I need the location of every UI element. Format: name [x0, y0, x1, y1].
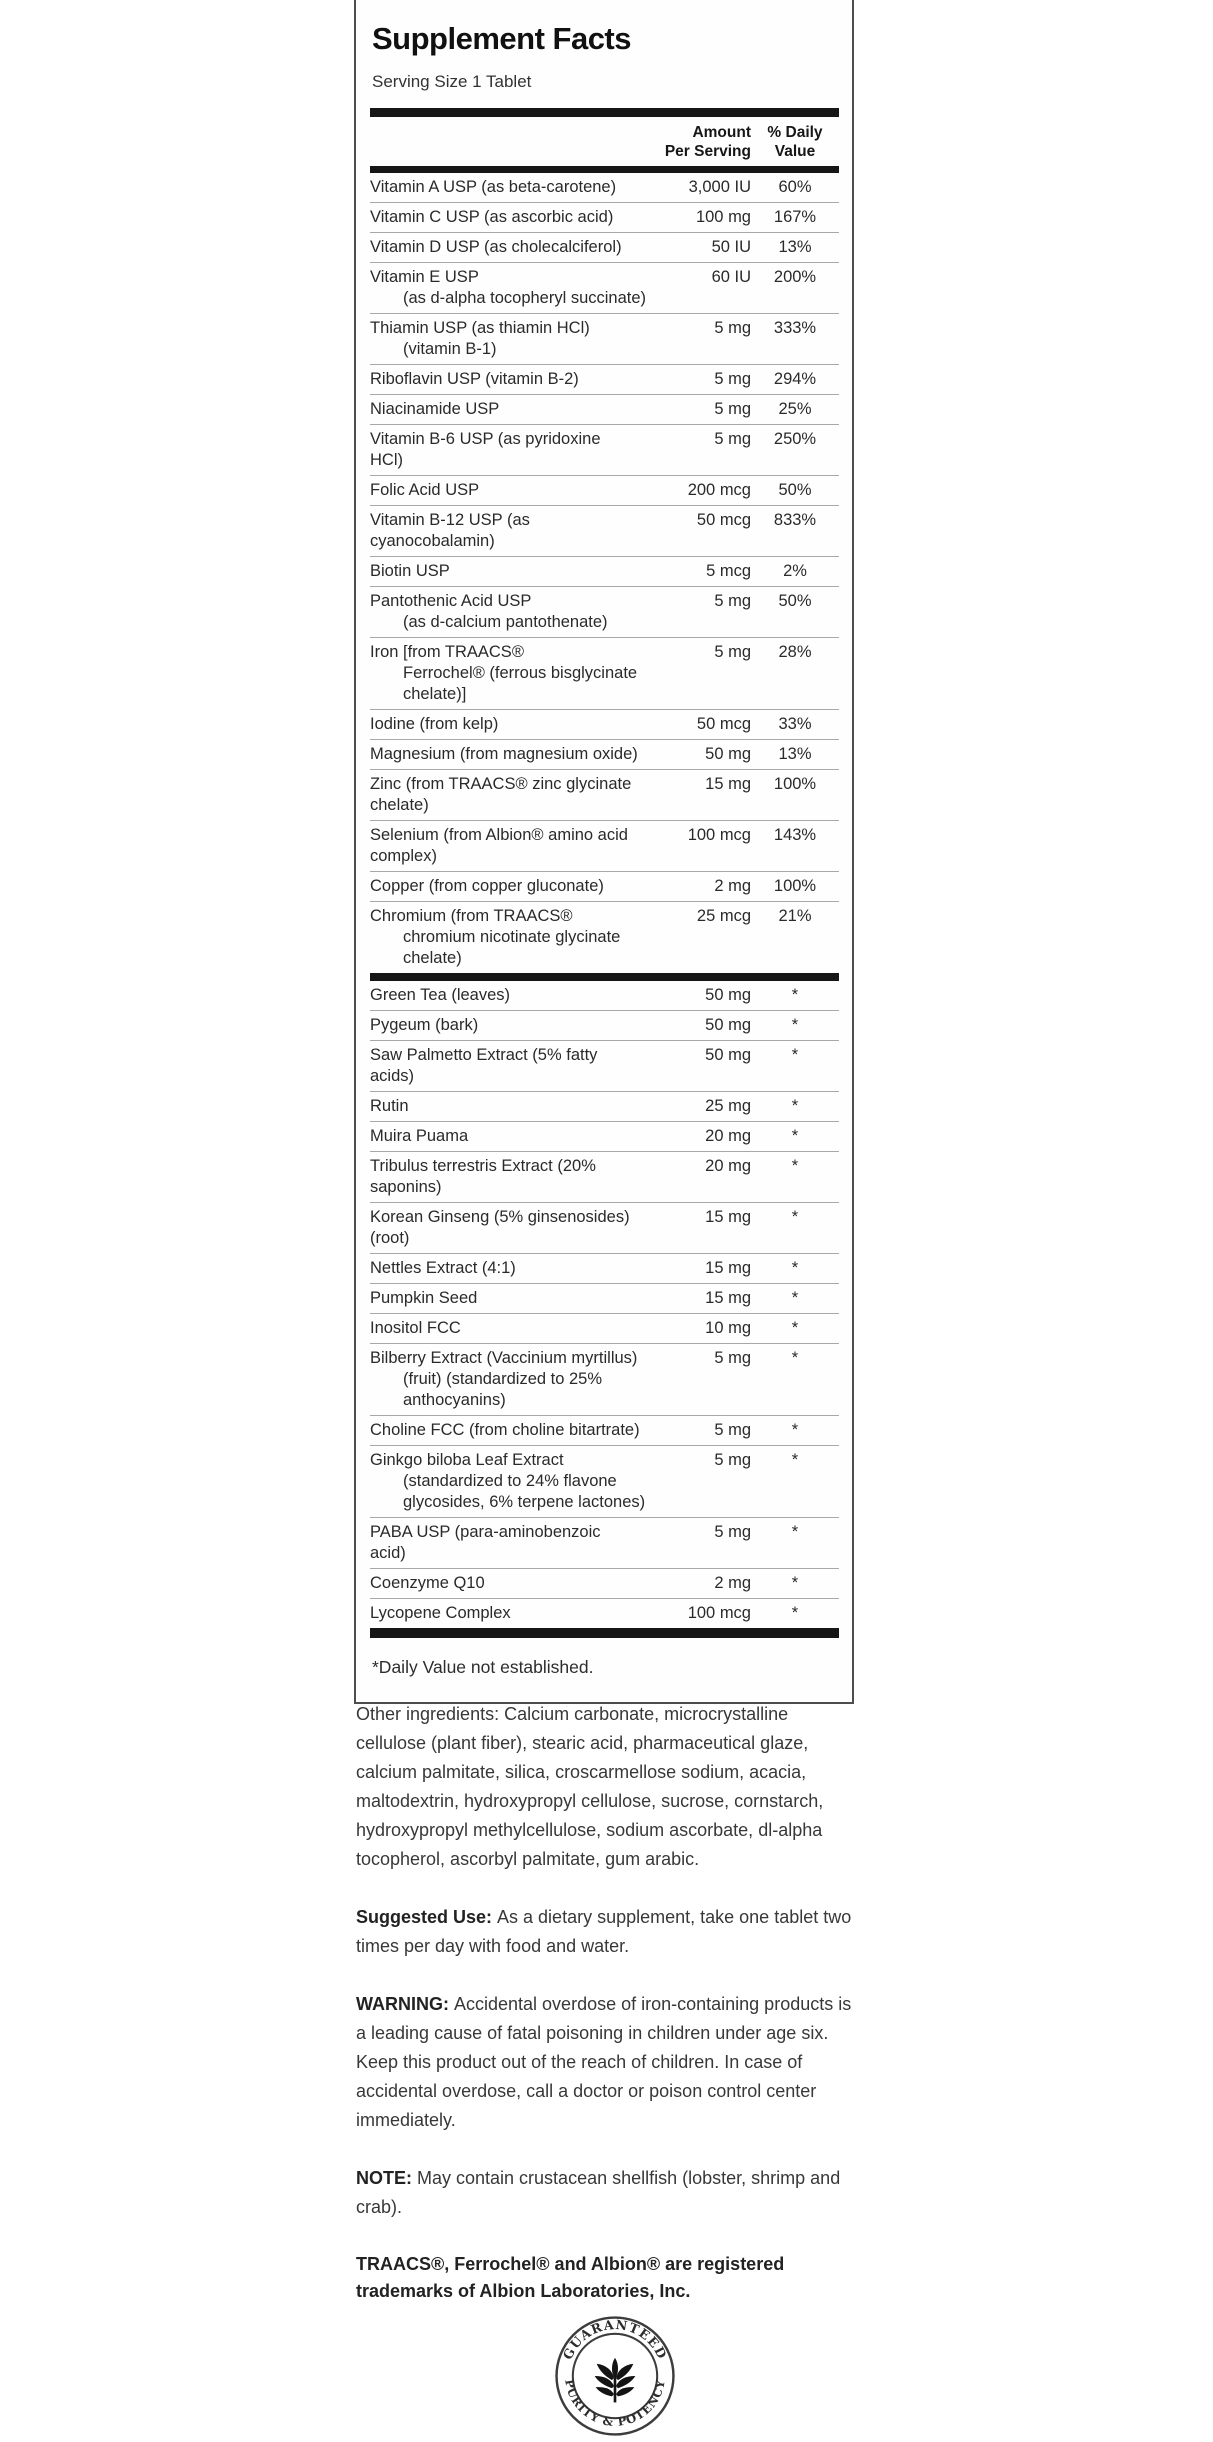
table-row [370, 1091, 839, 1121]
ingredient-name-line: Muira Puama [370, 1127, 469, 1145]
table-row [370, 262, 839, 313]
daily-value: * [791, 1604, 799, 1622]
ingredient-name [370, 510, 647, 552]
panel-title: Supplement Facts [372, 21, 631, 56]
ingredient-name [370, 876, 647, 897]
ingredient-name-line: Vitamin B-6 USP (as pyridoxine [370, 430, 601, 448]
ingredient-name [370, 399, 647, 420]
table-header [370, 117, 839, 166]
table-row [370, 173, 839, 202]
daily-value: 13% [778, 238, 812, 256]
amount-per-serving-value: 50 mcg [696, 511, 751, 529]
ingredient-name [370, 429, 647, 471]
daily-value: 28% [778, 643, 812, 661]
ingredient-name [370, 318, 647, 360]
ingredient-name-line: Ginkgo biloba Leaf Extract [370, 1451, 564, 1469]
amount-per-serving-value: 100 mcg [687, 1604, 751, 1622]
daily-value: 167% [773, 208, 817, 226]
ingredient-name-line: Nettles Extract (4:1) [370, 1259, 516, 1277]
amount-per-serving-value: 50 mg [705, 986, 751, 1004]
ingredient-name-line: Selenium (from Albion® amino acid [370, 826, 628, 844]
ingredient-name [370, 774, 647, 816]
ingredient-name [370, 906, 647, 969]
ingredient-name-line: Ferrochel® (ferrous bisglycinate [403, 664, 638, 682]
ingredient-name-line: Vitamin E USP [370, 268, 479, 286]
daily-value: 50% [778, 592, 812, 610]
ingredient-name [370, 480, 647, 501]
table-row [370, 1343, 839, 1415]
table-row [370, 1010, 839, 1040]
daily-value: 100% [773, 775, 817, 793]
ingredient-name-line: Pantothenic Acid USP [370, 592, 532, 610]
daily-value: * [791, 1046, 799, 1064]
amount-per-serving-value: 50 mg [705, 1046, 751, 1064]
amount-per-serving-value: 5 mg [714, 1421, 751, 1439]
seal-bottom-text: PURITY & POTENCY [562, 2378, 668, 2430]
ingredient-name-line: Thiamin USP (as thiamin HCl) [370, 319, 590, 337]
ingredient-name-line: Rutin [370, 1097, 409, 1115]
trademark-statement: TRAACS®, Ferrochel® and Albion® are registered trademarks of Albion Laboratories, Inc. [356, 2254, 785, 2301]
ingredient-name-line: Zinc (from TRAACS® zinc glycinate [370, 775, 632, 793]
daily-value: * [791, 1208, 799, 1226]
daily-value: 200% [773, 268, 817, 286]
table-row [370, 505, 839, 556]
table-row [370, 202, 839, 232]
daily-value: 50% [778, 481, 812, 499]
suggested-use-paragraph [356, 1903, 856, 1961]
ingredient-name-line: chelate)] [403, 685, 467, 703]
daily-value: * [791, 1421, 799, 1439]
dv-header-line1: % Daily [767, 124, 823, 141]
table-row [370, 313, 839, 364]
amount-per-serving-value: 20 mg [705, 1157, 751, 1175]
warning-lead: WARNING: [356, 1994, 449, 2014]
daily-value: 333% [773, 319, 817, 337]
ingredient-name-line: acid) [370, 1544, 406, 1562]
table-row [370, 364, 839, 394]
amount-per-serving-value: 20 mg [705, 1127, 751, 1145]
table-row [370, 232, 839, 262]
supplement-facts-panel [354, 0, 854, 1704]
table-row [370, 1040, 839, 1091]
daily-value: * [791, 1259, 799, 1277]
ingredient-name-line: chelate) [403, 949, 462, 967]
ingredient-name-line: Vitamin C USP (as ascorbic acid) [370, 208, 614, 226]
amount-header-line1: Amount [692, 124, 751, 141]
daily-value: * [791, 1127, 799, 1145]
table-row [370, 871, 839, 901]
ingredient-name [370, 1348, 647, 1411]
ingredient-name-line: glycosides, 6% terpene lactones) [403, 1493, 646, 1511]
ingredient-name-line: cyanocobalamin) [370, 532, 495, 550]
daily-value: 33% [778, 715, 812, 733]
table-row [370, 1517, 839, 1568]
ingredient-name [370, 1015, 647, 1036]
table-row [370, 637, 839, 709]
ingredient-name-line: Bilberry Extract (Vaccinium myrtillus) [370, 1349, 638, 1367]
suggested-use-lead: Suggested Use: [356, 1907, 493, 1927]
table-row [370, 1415, 839, 1445]
amount-per-serving-value: 25 mg [705, 1097, 751, 1115]
table-row [370, 394, 839, 424]
amount-per-serving-value: 25 mcg [696, 907, 751, 925]
ingredient-name-line: Copper (from copper gluconate) [370, 877, 604, 895]
daily-value: * [791, 1157, 799, 1175]
ingredient-name-line: Vitamin D USP (as cholecalciferol) [370, 238, 622, 256]
divider-bar-bottom [370, 1628, 839, 1638]
daily-value: * [791, 986, 799, 1004]
amount-per-serving-value: 5 mg [714, 1523, 751, 1541]
amount-per-serving-value: 3,000 IU [688, 178, 751, 196]
ingredient-name [370, 561, 647, 582]
daily-value: * [791, 1574, 799, 1592]
table-row [370, 556, 839, 586]
amount-per-serving-value: 50 IU [711, 238, 751, 256]
ingredient-name-line: Pumpkin Seed [370, 1289, 478, 1307]
ingredient-name [370, 1096, 647, 1117]
ingredient-name-line: (standardized to 24% flavone [403, 1472, 617, 1490]
ingredient-name-line: PABA USP (para-aminobenzoic [370, 1523, 601, 1541]
amount-per-serving-value: 10 mg [705, 1319, 751, 1337]
ingredient-name [370, 642, 647, 705]
ingredient-name-line: chelate) [370, 796, 429, 814]
ingredient-name-line: Saw Palmetto Extract (5% fatty [370, 1046, 598, 1064]
divider-bar-top [370, 108, 839, 117]
ingredient-name [370, 177, 647, 198]
ingredient-name [370, 237, 647, 258]
table-row [370, 739, 839, 769]
amount-per-serving-value: 200 mcg [687, 481, 751, 499]
table-row [370, 1151, 839, 1202]
amount-per-serving-value: 50 mg [705, 745, 751, 763]
ingredient-name-line: Riboflavin USP (vitamin B-2) [370, 370, 579, 388]
table-row [370, 1253, 839, 1283]
ingredient-name-line: Chromium (from TRAACS® [370, 907, 573, 925]
daily-value: * [791, 1523, 799, 1541]
daily-value: * [791, 1349, 799, 1367]
daily-value: 21% [778, 907, 812, 925]
ingredient-name [370, 1450, 647, 1513]
daily-value: 25% [778, 400, 812, 418]
svg-text:GUARANTEED [560, 2317, 671, 2362]
table-row [370, 1568, 839, 1598]
daily-value: 250% [773, 430, 817, 448]
ingredient-name-line: Pygeum (bark) [370, 1016, 479, 1034]
ingredient-name-line: (root) [370, 1229, 410, 1247]
daily-value: 833% [773, 511, 817, 529]
ingredient-name [370, 1126, 647, 1147]
ingredient-name [370, 744, 647, 765]
warning-text: Accidental overdose of iron-containing products is a leading cause of fatal poisoning in children under age six. Keep this product out of the reach of children. In case of accidental overdose, call a doctor or poison control center immediately. [356, 1994, 852, 2130]
daily-value: 294% [773, 370, 817, 388]
daily-value-footnote: *Daily Value not established. [372, 1657, 594, 1677]
ingredient-name-line: acids) [370, 1067, 415, 1085]
warning-paragraph [356, 1990, 856, 2135]
table-row [370, 1445, 839, 1517]
ingredient-name-line: Niacinamide USP [370, 400, 500, 418]
amount-per-serving-value: 15 mg [705, 1208, 751, 1226]
table-row [370, 981, 839, 1010]
ingredient-name-line: (as d-alpha tocopheryl succinate) [403, 289, 647, 307]
ingredient-name-line: Choline FCC (from choline bitartrate) [370, 1421, 640, 1439]
table-row [370, 1202, 839, 1253]
ingredient-name [370, 1045, 647, 1087]
ingredient-name-line: Korean Ginseng (5% ginsenosides) [370, 1208, 630, 1226]
ingredient-name [370, 1522, 647, 1564]
amount-per-serving-value: 2 mg [714, 1574, 751, 1592]
daily-value: * [791, 1451, 799, 1469]
ingredient-name [370, 1156, 647, 1198]
amount-per-serving-value: 5 mg [714, 430, 751, 448]
daily-value: * [791, 1016, 799, 1034]
ingredient-name [370, 1573, 647, 1594]
label-info-section [356, 1700, 856, 2442]
seal-top-text: GUARANTEED [559, 2316, 671, 2362]
table-row [370, 769, 839, 820]
ingredient-name [370, 1207, 647, 1249]
note-text: May contain crustacean shellfish (lobster, shrimp and crab). [356, 2168, 841, 2217]
amount-per-serving-value: 5 mg [714, 370, 751, 388]
amount-per-serving-value: 15 mg [705, 1259, 751, 1277]
daily-value: 2% [783, 562, 807, 580]
ingredient-name-line: Biotin USP [370, 562, 450, 580]
ingredient-name [370, 369, 647, 390]
amount-per-serving-value: 5 mcg [706, 562, 751, 580]
amount-per-serving-value: 60 IU [711, 268, 751, 286]
amount-per-serving-value: 5 mg [714, 643, 751, 661]
ingredient-name-line: HCl) [370, 451, 403, 469]
amount-per-serving-value: 50 mcg [696, 715, 751, 733]
amount-per-serving-value: 5 mg [714, 592, 751, 610]
ingredient-name-line: Green Tea (leaves) [370, 986, 511, 1004]
daily-value: 13% [778, 745, 812, 763]
other-ingredients-text: Calcium carbonate, microcrystalline cellulose (plant fiber), stearic acid, pharmaceutical glaze, calcium palmitate, silica, croscarmellose sodium, acacia, maltodextrin, hydroxypropyl cellulose, sucrose, cornstarch, hydroxypropyl methylcellulose, sodium ascorbate, dl-alpha tocopherol, ascorbyl palmitate, gum arabic. [356, 1704, 824, 1869]
other-ingredients-paragraph [356, 1700, 856, 1874]
table-row [370, 1283, 839, 1313]
dv-header-line2: Value [774, 143, 816, 160]
ingredient-name [370, 985, 647, 1006]
guaranteed-seal [536, 2315, 676, 2442]
table-row [370, 424, 839, 475]
ingredient-name [370, 1258, 647, 1279]
daily-value: 100% [773, 877, 817, 895]
ingredient-name-line: Vitamin B-12 USP (as [370, 511, 530, 529]
note-paragraph [356, 2164, 856, 2222]
daily-value: * [791, 1097, 799, 1115]
table-row [370, 820, 839, 871]
amount-header-line2: Per Serving [664, 143, 751, 160]
amount-column-header [647, 123, 751, 161]
table-row [370, 1313, 839, 1343]
ingredient-name-line: anthocyanins) [403, 1391, 506, 1409]
ingredient-name [370, 825, 647, 867]
ingredient-name-line: Vitamin A USP (as beta-carotene) [370, 178, 617, 196]
ingredient-name [370, 207, 647, 228]
ingredient-name [370, 267, 647, 309]
amount-per-serving-value: 5 mg [714, 400, 751, 418]
ingredient-name [370, 591, 647, 633]
ingredient-name-line: Folic Acid USP [370, 481, 480, 499]
serving-size: Serving Size 1 Tablet [372, 72, 532, 91]
table-row [370, 709, 839, 739]
ingredient-name-line: (fruit) (standardized to 25% [403, 1370, 603, 1388]
ingredient-name-line: (vitamin B-1) [403, 340, 497, 358]
ingredient-name [370, 714, 647, 735]
ingredient-name-line: Tribulus terrestris Extract (20% [370, 1157, 596, 1175]
ingredient-name [370, 1603, 647, 1624]
ingredient-name-line: saponins) [370, 1178, 442, 1196]
table-row [370, 475, 839, 505]
amount-per-serving-value: 15 mg [705, 1289, 751, 1307]
seal-leaves-glyph [595, 2358, 636, 2403]
botanical-rows [370, 981, 839, 1628]
amount-per-serving-value: 100 mg [695, 208, 751, 226]
ingredient-name-line: Magnesium (from magnesium oxide) [370, 745, 638, 763]
ingredient-name-line: complex) [370, 847, 437, 865]
guaranteed-purity-potency-seal-icon [554, 2315, 676, 2437]
daily-value: * [791, 1319, 799, 1337]
suggested-use-text: As a dietary supplement, take one tablet two times per day with food and water. [356, 1907, 852, 1956]
daily-value: 60% [778, 178, 812, 196]
table-row [370, 586, 839, 637]
daily-value-column-header [751, 123, 839, 161]
ingredient-name-line: Iron [from TRAACS® [370, 643, 524, 661]
ingredient-name [370, 1318, 647, 1339]
amount-per-serving-value: 5 mg [714, 319, 751, 337]
amount-per-serving-value: 5 mg [714, 1451, 751, 1469]
ingredient-name [370, 1288, 647, 1309]
ingredient-name [370, 1420, 647, 1441]
ingredient-name-line: Coenzyme Q10 [370, 1574, 485, 1592]
ingredient-name-line: Lycopene Complex [370, 1604, 511, 1622]
table-row [370, 901, 839, 973]
daily-value: * [791, 1289, 799, 1307]
ingredient-name-line: (as d-calcium pantothenate) [403, 613, 608, 631]
other-ingredients-lead: Other ingredients: [356, 1704, 500, 1724]
amount-per-serving-value: 2 mg [714, 877, 751, 895]
amount-per-serving-value: 50 mg [705, 1016, 751, 1034]
divider-bar-section [370, 973, 839, 981]
nutrient-rows [370, 173, 839, 973]
table-row [370, 1121, 839, 1151]
ingredient-name-line: Iodine (from kelp) [370, 715, 499, 733]
ingredient-name-line: chromium nicotinate glycinate [403, 928, 621, 946]
ingredient-name-line: Inositol FCC [370, 1319, 461, 1337]
amount-per-serving-value: 15 mg [705, 775, 751, 793]
amount-per-serving-value: 5 mg [714, 1349, 751, 1367]
note-lead: NOTE: [356, 2168, 412, 2188]
divider-bar-header [370, 166, 839, 173]
table-row [370, 1598, 839, 1628]
daily-value: 143% [773, 826, 817, 844]
amount-per-serving-value: 100 mcg [687, 826, 751, 844]
